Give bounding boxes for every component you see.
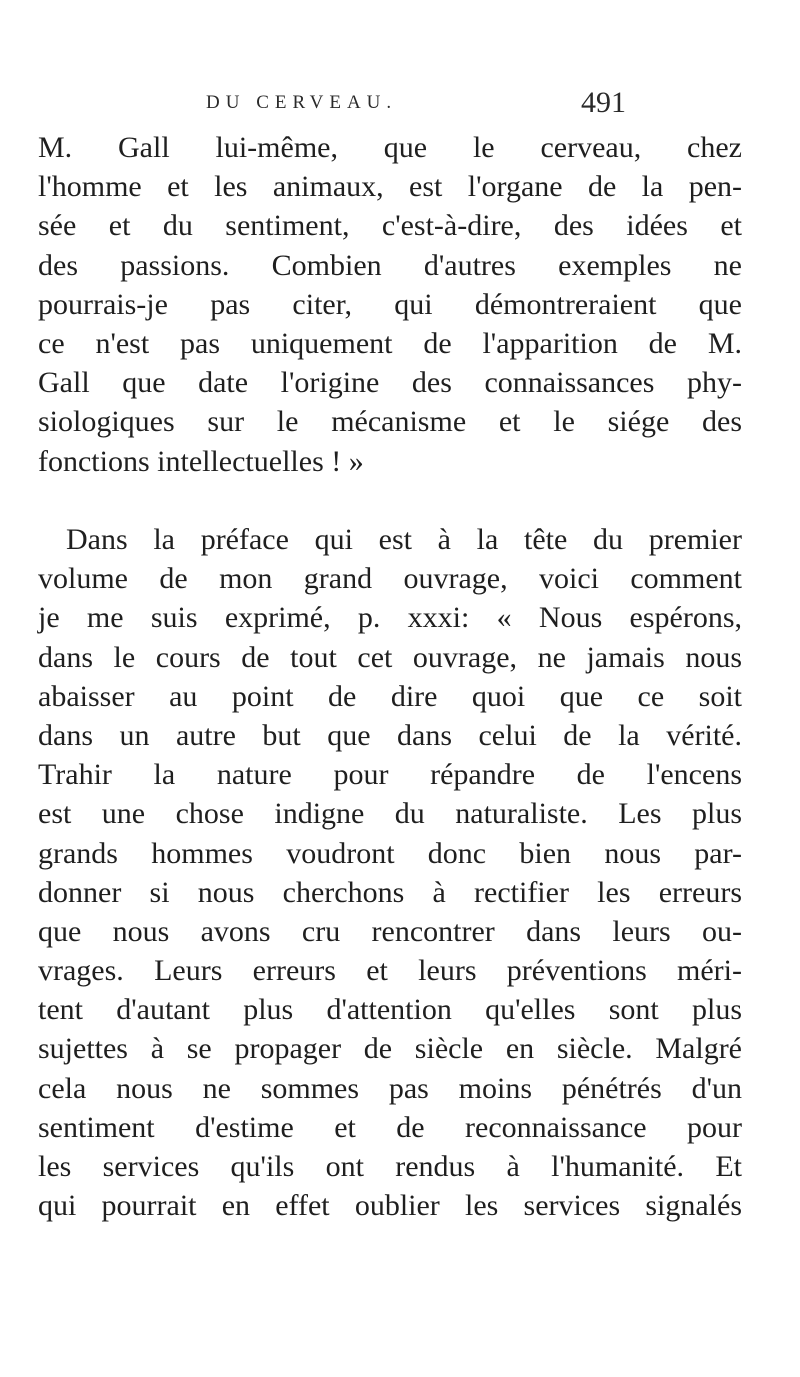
text-line: volume de mon grand ouvrage, voici comment — [38, 562, 742, 596]
text-line: Gall que date l'origine des connaissances phy- — [38, 366, 742, 400]
text-line: donner si nous cherchons à rectifier les erreurs — [38, 875, 742, 909]
text-line: sée et du sentiment, c'est-à-dire, des idées et — [38, 209, 742, 243]
text-line: M. Gall lui-même, que le cerveau, chez — [38, 131, 742, 164]
text-line: les services qu'ils ont rendus à l'humanité. Et — [38, 1150, 742, 1183]
running-header — [200, 86, 630, 126]
text-line: siologiques sur le mécanisme et le siége des — [38, 405, 742, 439]
text-line: dans le cours de tout cet ouvrage, ne jamais nous — [38, 640, 742, 674]
page-number: 491 — [581, 86, 626, 119]
paragraph-continued — [38, 128, 742, 481]
text-line: Trahir la nature pour répandre de l'encens — [38, 758, 742, 792]
text-line: sentiment d'estime et de reconnaissance pour — [38, 1110, 742, 1144]
text-line: qui pourrait en effet oublier les services signalés — [38, 1189, 742, 1223]
text-line: est une chose indigne du naturaliste. Les plus — [38, 797, 742, 831]
text-line: fonctions intellectuelles ! » — [38, 444, 364, 478]
text-line: Dans la préface qui est à la tête du premier — [66, 523, 742, 556]
running-title: DU CERVEAU. — [206, 92, 398, 113]
text-line: ce n'est pas uniquement de l'apparition de M. — [38, 326, 742, 360]
text-line: je me suis exprimé, p. xxxi: « Nous espérons, — [38, 601, 742, 635]
text-line: tent d'autant plus d'attention qu'elles sont plus — [38, 993, 742, 1027]
text-line: que nous avons cru rencontrer dans leurs ou- — [38, 914, 742, 948]
text-line: sujettes à se propager de siècle en siècle. Malgré — [38, 1032, 742, 1066]
text-line: dans un autre but que dans celui de la vérité. — [38, 718, 742, 752]
text-line: vrages. Leurs erreurs et leurs préventions méri- — [38, 954, 742, 988]
text-line: cela nous ne sommes pas moins pénétrés d'un — [38, 1071, 742, 1105]
text-line: grands hommes voudront donc bien nous par- — [38, 836, 742, 870]
text-line: l'homme et les animaux, est l'organe de la pen- — [38, 170, 742, 204]
text-line: pourrais-je pas citer, qui démontreraient que — [38, 287, 742, 321]
text-line: abaisser au point de dire quoi que ce soit — [38, 679, 742, 713]
text-line: des passions. Combien d'autres exemples ne — [38, 248, 742, 282]
paragraph-preface-quote — [38, 520, 742, 1225]
